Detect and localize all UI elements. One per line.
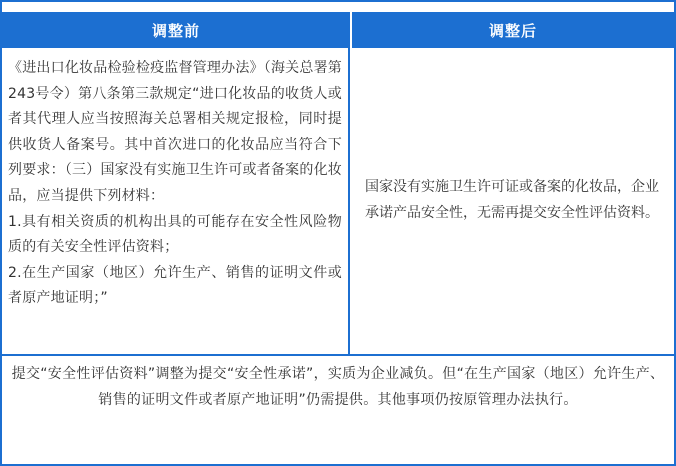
header-before: 调整前 [151, 21, 200, 40]
before-paragraph-item-1: 1.具有相关资质的机构出具的可能存在安全性风险物质的有关安全性评估资料； [8, 213, 342, 256]
after-text: 国家没有实施卫生许可证或备案的化妆品，企业承诺产品安全性，无需再提交安全性评估资料。 [365, 179, 659, 221]
note-row [2, 356, 674, 464]
before-cell [2, 48, 350, 354]
header-after: 调整后 [488, 21, 537, 40]
table-body-row [2, 48, 674, 356]
note-text: 提交“安全性评估资料”调整为提交“安全性承诺”，实质为企业减负。但“在生产国家（地区）允许生产、销售的证明文件或者原产地证明”仍需提供。其他事项仍按原管理办法执行。 [11, 366, 665, 408]
before-paragraph-main: 《进出口化妆品检验检疫监督管理办法》（海关总署第243号令）第八条第三款规定“进口化妆品的收货人或者其代理人应当按照海关总署相关规定报检，同时提供收货人备案号。其中首次进口的化妆品应当符合下列要求：（三）国家没有实施卫生许可或者备案的化妆品，应当提供下列材料： [8, 60, 342, 204]
before-paragraph-item-2: 2.在生产国家（地区）允许生产、销售的证明文件或者原产地证明；” [8, 264, 342, 307]
table-header-row [2, 12, 674, 48]
after-cell [350, 48, 674, 354]
